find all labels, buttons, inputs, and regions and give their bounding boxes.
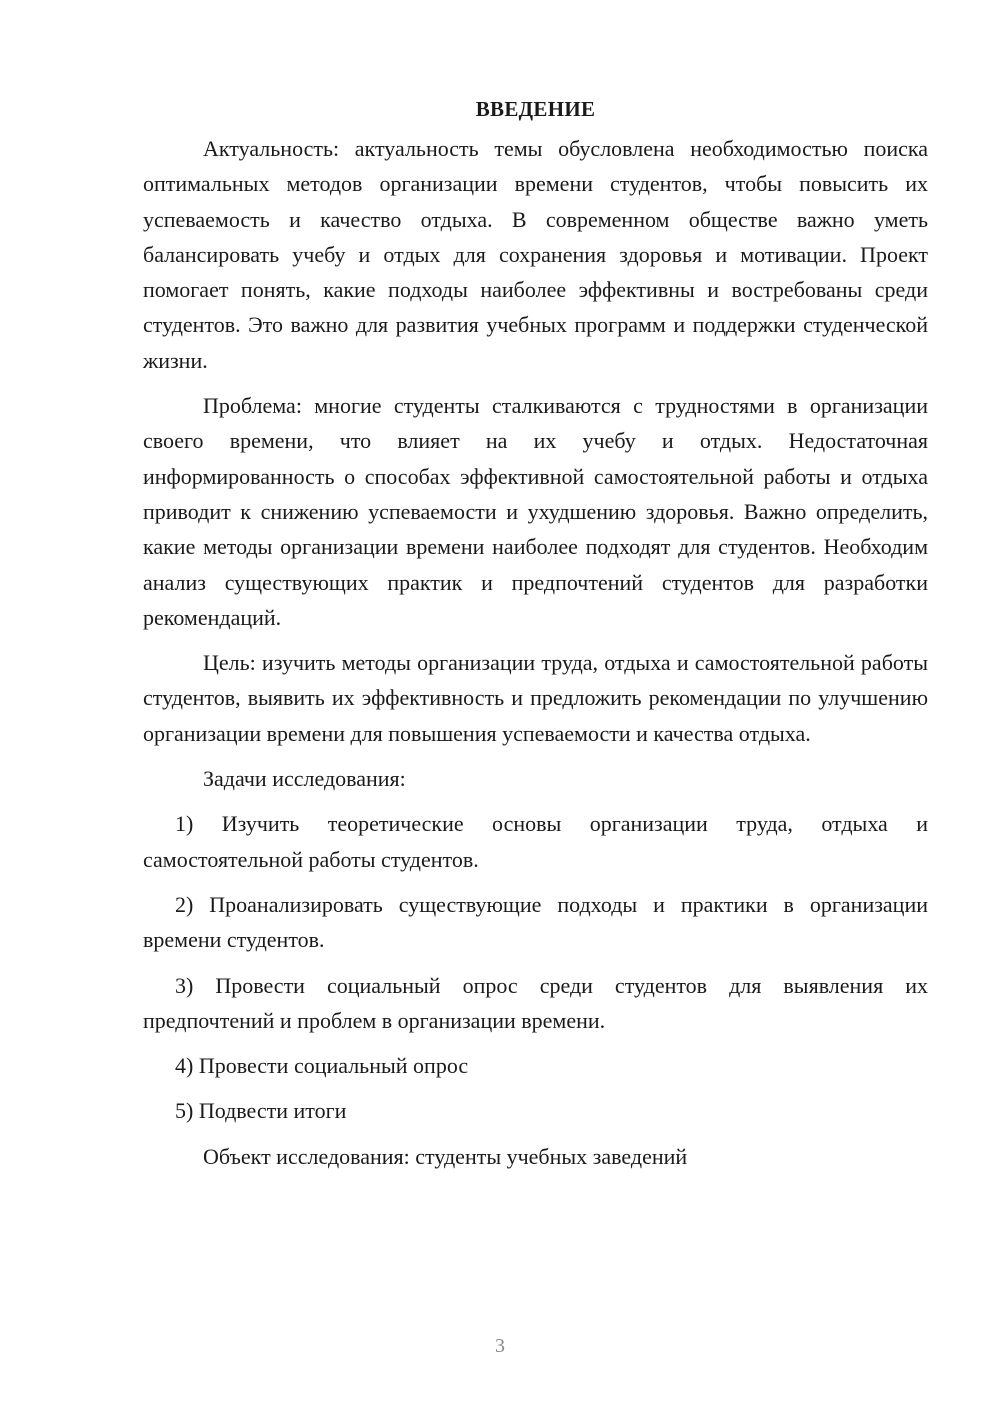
paragraph-goal: Цель: изучить методы организации труда, отдыха и самостоятельной работы студентов, выявить их эффективность и предложить рекомендации по улучшению организации времени для повышения успеваемости и качества отдыха. <box>143 650 928 746</box>
page-title: ВВЕДЕНИЕ <box>475 97 596 121</box>
document-body <box>143 92 928 1174</box>
list-item: 5) Подвести итоги <box>175 1098 347 1124</box>
paragraph-problem: Проблема: многие студенты сталкиваются с трудностями в организации своего времени, что влияет на их учебу и отдых. Недостаточная информированность о способах эффективной самостоятельной работы и отдыха приводит к снижению успеваемости и ухудшению здоровья. Важно определить, какие методы организации времени наиболее подходят для студентов. Необходим анализ существующих практик и предпочтений студентов для разработки рекомендаций. <box>143 393 928 630</box>
paragraph-relevance: Актуальность: актуальность темы обусловлена необходимостью поиска оптимальных методов организации времени студентов, чтобы повысить их успеваемость и качество отдыха. В современном обществе важно уметь балансировать учебу и отдых для сохранения здоровья и мотивации. Проект помогает понять, какие подходы наиболее эффективны и востребованы среди студентов. Это важно для развития учебных программ и поддержки студенческой жизни. <box>143 136 928 373</box>
list-item: 4) Провести социальный опрос <box>175 1053 469 1079</box>
page-number: 3 <box>495 1335 505 1357</box>
paragraph-object: Объект исследования: студенты учебных заведений <box>203 1143 688 1169</box>
list-item: 2) Проанализировать существующие подходы и практики в организации времени студентов. <box>143 891 928 953</box>
list-item: 1) Изучить теоретические основы организации труда, отдыха и самостоятельной работы студентов. <box>143 811 928 872</box>
tasks-list <box>143 806 928 1128</box>
list-item: 3) Провести социальный опрос среди студентов для выявления их предпочтений и проблем в организации времени. <box>143 972 928 1033</box>
tasks-heading: Задачи исследования: <box>203 766 406 792</box>
